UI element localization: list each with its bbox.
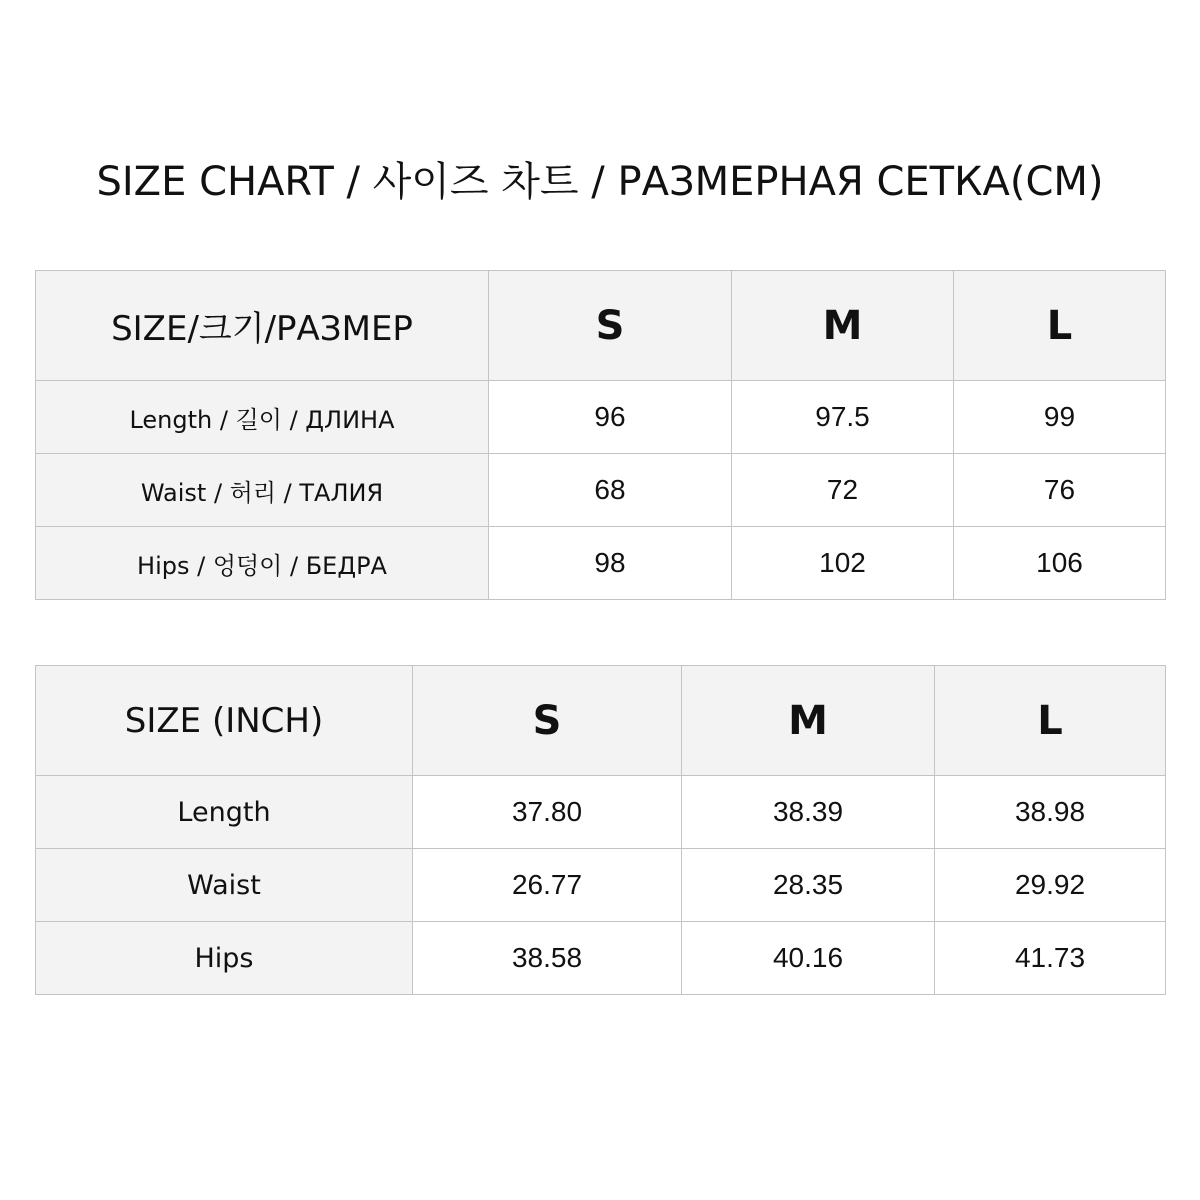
- cm-header-label: SIZE/크기/РАЗМЕР: [111, 309, 413, 349]
- cm-header-size-l: [954, 271, 1166, 381]
- row-label-cell: [36, 922, 413, 995]
- inch-header-row: [36, 666, 1166, 776]
- row-label-waist: Waist: [187, 869, 261, 901]
- page-title: SIZE CHART / 사이즈 차트 / РАЗМЕРНАЯ СЕТКА(CM): [96, 159, 1104, 205]
- value-cell: 26.77: [413, 849, 682, 922]
- cm-header-label-cell: [36, 271, 489, 381]
- value-cell: 102: [732, 527, 954, 600]
- cm-header-size-m: [732, 271, 954, 381]
- inch-header-size-l: [935, 666, 1166, 776]
- value-cell: 29.92: [935, 849, 1166, 922]
- value-cell: 38.58: [413, 922, 682, 995]
- cm-header-size-s: [489, 271, 732, 381]
- size-letter: L: [1046, 302, 1073, 349]
- value-cell: 106: [954, 527, 1166, 600]
- row-label-cell: [36, 454, 489, 527]
- value-cell: 98: [489, 527, 732, 600]
- row-label-length: Length / 길이 / ДЛИНА: [129, 405, 395, 434]
- value-cell: 41.73: [935, 922, 1166, 995]
- value-cell: 72: [732, 454, 954, 527]
- size-letter: L: [1037, 697, 1063, 744]
- value-cell: 28.35: [682, 849, 935, 922]
- size-letter: M: [788, 697, 828, 744]
- value-cell: 38.39: [682, 776, 935, 849]
- value-cell: 68: [489, 454, 732, 527]
- table-row: [36, 776, 1166, 849]
- table-row: [36, 381, 1166, 454]
- row-label-length: Length: [177, 796, 271, 828]
- size-letter: S: [595, 302, 625, 349]
- row-label-cell: [36, 776, 413, 849]
- table-row: [36, 454, 1166, 527]
- inch-header-label: SIZE (INCH): [124, 700, 324, 741]
- inch-header-size-s: [413, 666, 682, 776]
- row-label-hips: Hips: [194, 942, 254, 974]
- value-cell: 40.16: [682, 922, 935, 995]
- size-letter: S: [532, 697, 562, 744]
- inch-header-label-cell: [36, 666, 413, 776]
- row-label-hips: Hips / 엉덩이 / БЕДРА: [137, 551, 387, 580]
- table-row: [36, 527, 1166, 600]
- table-row: [36, 849, 1166, 922]
- inch-header-size-m: [682, 666, 935, 776]
- row-label-waist: Waist / 허리 / ТАЛИЯ: [140, 478, 384, 507]
- value-cell: 96: [489, 381, 732, 454]
- value-cell: 38.98: [935, 776, 1166, 849]
- value-cell: 37.80: [413, 776, 682, 849]
- cm-header-row: [36, 271, 1166, 381]
- row-label-cell: [36, 849, 413, 922]
- table-row: [36, 922, 1166, 995]
- cm-size-table: [35, 270, 1166, 600]
- value-cell: 99: [954, 381, 1166, 454]
- inch-size-table: [35, 665, 1166, 995]
- size-letter: M: [822, 302, 863, 349]
- value-cell: 97.5: [732, 381, 954, 454]
- value-cell: 76: [954, 454, 1166, 527]
- row-label-cell: [36, 527, 489, 600]
- row-label-cell: [36, 381, 489, 454]
